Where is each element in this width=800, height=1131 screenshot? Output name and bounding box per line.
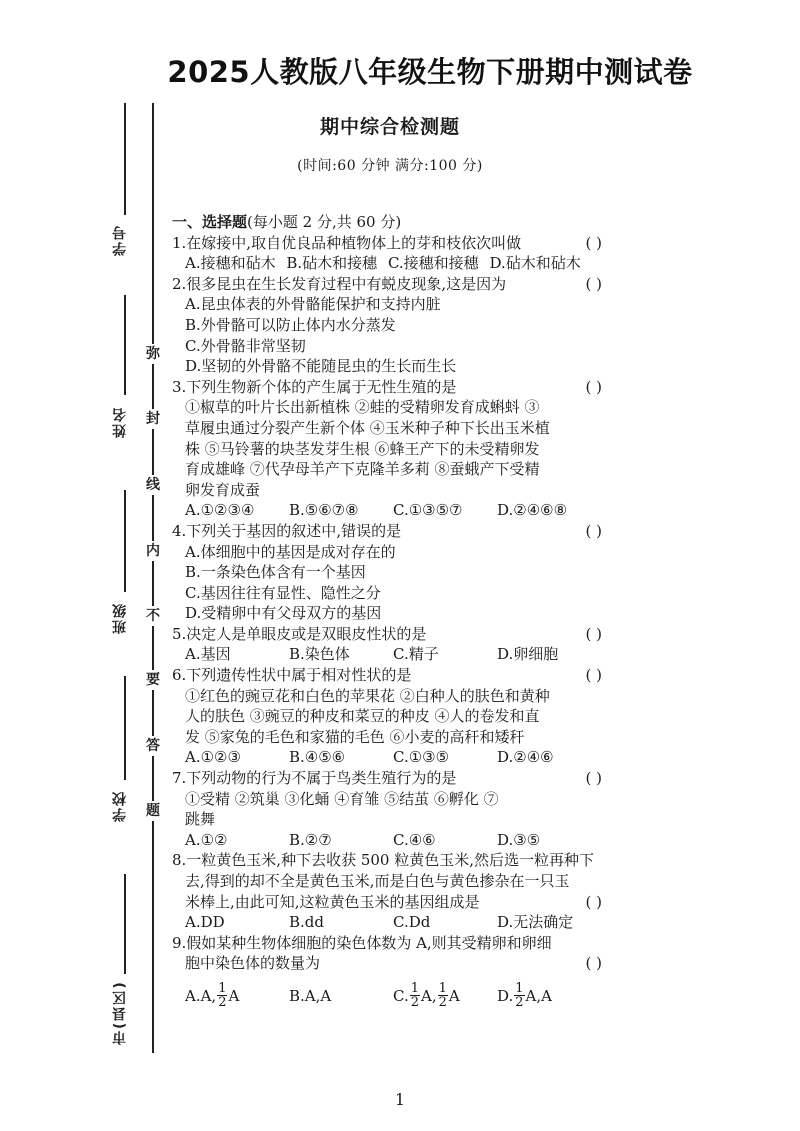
field-underline-name	[124, 295, 126, 395]
answer-blank: ( )	[585, 892, 602, 911]
option-prefix: D.	[497, 986, 514, 1005]
denominator: 2	[438, 995, 447, 1011]
question-body-line: 卵发育成蚕	[185, 480, 261, 499]
option-b: B.②⑦	[289, 830, 332, 849]
question-stem: 7.下列动物的行为不属于鸟类生殖行为的是	[172, 769, 457, 788]
option-d	[497, 980, 601, 1012]
options-row	[172, 747, 604, 768]
question-section	[172, 212, 604, 1012]
denominator: 2	[515, 995, 524, 1011]
answer-blank: ( )	[585, 274, 602, 293]
option-b: B.⑤⑥⑦⑧	[289, 501, 359, 520]
seal-char: 内	[143, 541, 163, 561]
option-c: C.①③⑤	[393, 748, 450, 767]
option-b: B.④⑤⑥	[289, 748, 346, 767]
question-stem-text: 米棒上,由此可知,这粒黄色玉米的基因组成是	[185, 892, 480, 911]
fraction	[438, 982, 448, 1009]
fraction	[217, 982, 227, 1009]
fraction	[514, 982, 524, 1009]
option-suffix: A	[448, 986, 460, 1005]
seal-char: 题	[143, 801, 163, 821]
question-body-line: 育成雄峰 ⑦代孕母羊产下克隆羊多莉 ⑧蚕蛾产下受精	[185, 460, 540, 479]
question-stem-line: 去,得到的却不全是黄色玉米,而是白色与黄色掺杂在一只玉	[185, 872, 570, 890]
question-body-line: ①红色的豌豆花和白色的苹果花 ②白种人的肤色和黄种	[185, 686, 550, 705]
question-stem: 3.下列生物新个体的产生属于无性生殖的是	[172, 377, 457, 396]
option-c: C.外骨骼非常坚韧	[185, 336, 306, 355]
option-d: D.②④⑥	[497, 748, 554, 767]
document-title: 2025人教版八年级生物下册期中测试卷	[167, 55, 693, 89]
options-row	[172, 980, 604, 1012]
question-3	[172, 377, 604, 398]
answer-blank: ( )	[585, 521, 602, 540]
answer-blank: ( )	[585, 377, 602, 396]
field-label-student-id: 学号	[112, 224, 128, 256]
seal-char: 要	[143, 670, 163, 690]
numerator: 1	[410, 981, 419, 997]
field-underline-city	[124, 874, 126, 974]
field-underline-class	[124, 490, 126, 592]
numerator: 1	[515, 981, 524, 997]
field-underline-school	[124, 676, 126, 780]
question-stem: 5.决定人是单眼皮或是双眼皮性状的是	[172, 624, 427, 643]
option-a: A.体细胞中的基因是成对存在的	[185, 542, 396, 561]
options-row	[172, 644, 604, 665]
answer-blank: ( )	[585, 233, 602, 252]
option-c: C.①③⑤⑦	[393, 501, 463, 520]
field-label-name: 姓名	[112, 406, 128, 438]
option-prefix: B.A,A	[289, 986, 332, 1005]
question-stem: 4.下列关于基因的叙述中,错误的是	[172, 521, 402, 540]
option-b: B.砧木和接穗	[286, 254, 378, 273]
question-2	[172, 274, 604, 295]
seal-char: 线	[143, 475, 163, 495]
exam-subtitle: 期中综合检测题	[319, 116, 460, 138]
options-row	[172, 253, 604, 274]
question-body-line: 人的肤色 ③豌豆的种皮和菜豆的种皮 ④人的卷发和直	[185, 707, 540, 726]
option-c: C.接穗和接穗	[387, 254, 479, 273]
option-a: A.DD	[185, 913, 225, 932]
option-c: C.Dd	[393, 913, 431, 932]
option-a: A.①②	[185, 830, 228, 849]
option-suffix: A,A	[525, 986, 552, 1005]
fraction	[410, 982, 420, 1009]
question-body-line: 株 ⑤马铃薯的块茎发芽生根 ⑥蜂王产下的未受精卵发	[185, 439, 540, 458]
options-row	[172, 500, 604, 521]
options-row	[172, 912, 604, 933]
answer-blank: ( )	[585, 666, 602, 685]
seal-char: 封	[143, 409, 163, 429]
option-a: A.①②③④	[185, 501, 255, 520]
question-4	[172, 521, 604, 542]
option-a: A.接穗和砧木	[185, 254, 276, 273]
options-row	[172, 830, 604, 851]
option-b: B.染色体	[289, 645, 350, 664]
question-stem: 6.下列遗传性状中属于相对性状的是	[172, 666, 412, 685]
numerator: 1	[218, 981, 227, 997]
option-c	[393, 980, 497, 1012]
answer-blank: ( )	[585, 954, 602, 973]
question-body-line: ①受精 ②筑巢 ③化蛹 ④育雏 ⑤结茧 ⑥孵化 ⑦	[185, 789, 499, 808]
question-9: 9.假如某种生物体细胞的染色体数为 A,则其受精卵和卵细	[172, 933, 552, 952]
option-b: B.一条染色体含有一个基因	[185, 563, 366, 582]
denominator: 2	[218, 995, 227, 1011]
option-mid: A,	[421, 986, 437, 1005]
option-d: D.③⑤	[497, 830, 541, 849]
option-d: D.卵细胞	[497, 645, 559, 664]
option-prefix: A.A,	[185, 986, 217, 1005]
question-6	[172, 665, 604, 686]
question-stem: 1.在嫁接中,取自优良品种植物体上的芽和枝依次叫做	[172, 233, 522, 252]
option-prefix: C.	[393, 986, 409, 1005]
answer-blank: ( )	[585, 769, 602, 788]
section-note: (每小题 2 分,共 60 分)	[247, 213, 402, 231]
field-label-school: 学校	[112, 790, 128, 822]
numerator: 1	[438, 981, 447, 997]
option-b: B.外骨骼可以防止体内水分蒸发	[185, 315, 396, 334]
option-suffix: A	[228, 986, 240, 1005]
option-d: D.坚韧的外骨骼不能随昆虫的生长而生长	[185, 357, 457, 376]
option-b	[289, 980, 393, 1012]
field-label-class: 班级	[112, 602, 128, 634]
question-stem-line	[172, 953, 604, 974]
option-a: A.昆虫体表的外骨骼能保护和支持内脏	[185, 295, 441, 314]
seal-line	[152, 103, 154, 1053]
question-stem: 2.很多昆虫在生长发育过程中有蜕皮现象,这是因为	[172, 274, 507, 293]
question-body-line: ①椒草的叶片长出新植株 ②蛙的受精卵发育成蝌蚪 ③	[185, 398, 540, 417]
question-8: 8.一粒黄色玉米,种下去收获 500 粒黄色玉米,然后选一粒再种下	[172, 851, 595, 870]
seal-char: 不	[143, 606, 163, 626]
page-number: 1	[394, 1090, 406, 1109]
question-body-line: 草履虫通过分裂产生新个体 ④玉米种子种下长出玉米植	[185, 418, 550, 437]
option-d: D.受精卵中有父母双方的基因	[185, 604, 382, 623]
section-title: 一、选择题	[172, 213, 248, 231]
option-d: D.无法确定	[497, 913, 574, 932]
option-a: A.基因	[185, 645, 231, 664]
question-stem-line	[172, 892, 604, 913]
question-5	[172, 624, 604, 645]
field-label-city: 市(县区)	[112, 980, 128, 1046]
option-a: A.①②③	[185, 748, 241, 767]
option-a	[185, 980, 289, 1012]
question-stem-text: 胞中染色体的数量为	[185, 954, 321, 973]
answer-blank: ( )	[585, 624, 602, 643]
question-body-line: 发 ⑤家兔的毛色和家猫的毛色 ⑥小麦的高秆和矮秆	[185, 727, 525, 746]
question-7	[172, 768, 604, 789]
option-d: D.②④⑥⑧	[497, 501, 568, 520]
seal-char: 弥	[143, 344, 163, 364]
option-d: D.砧木和砧木	[489, 254, 581, 273]
question-body-line: 跳舞	[185, 810, 216, 829]
option-c: C.精子	[393, 645, 439, 664]
seal-char: 答	[143, 736, 163, 756]
section-heading	[172, 212, 604, 233]
question-1	[172, 233, 604, 254]
option-b: B.dd	[289, 913, 324, 932]
field-underline-student-id	[124, 103, 126, 215]
option-c: C.基因往往有显性、隐性之分	[185, 583, 381, 602]
denominator: 2	[410, 995, 419, 1011]
option-c: C.④⑥	[393, 830, 436, 849]
exam-time-score: (时间:60 分钟 满分:100 分)	[297, 158, 483, 174]
